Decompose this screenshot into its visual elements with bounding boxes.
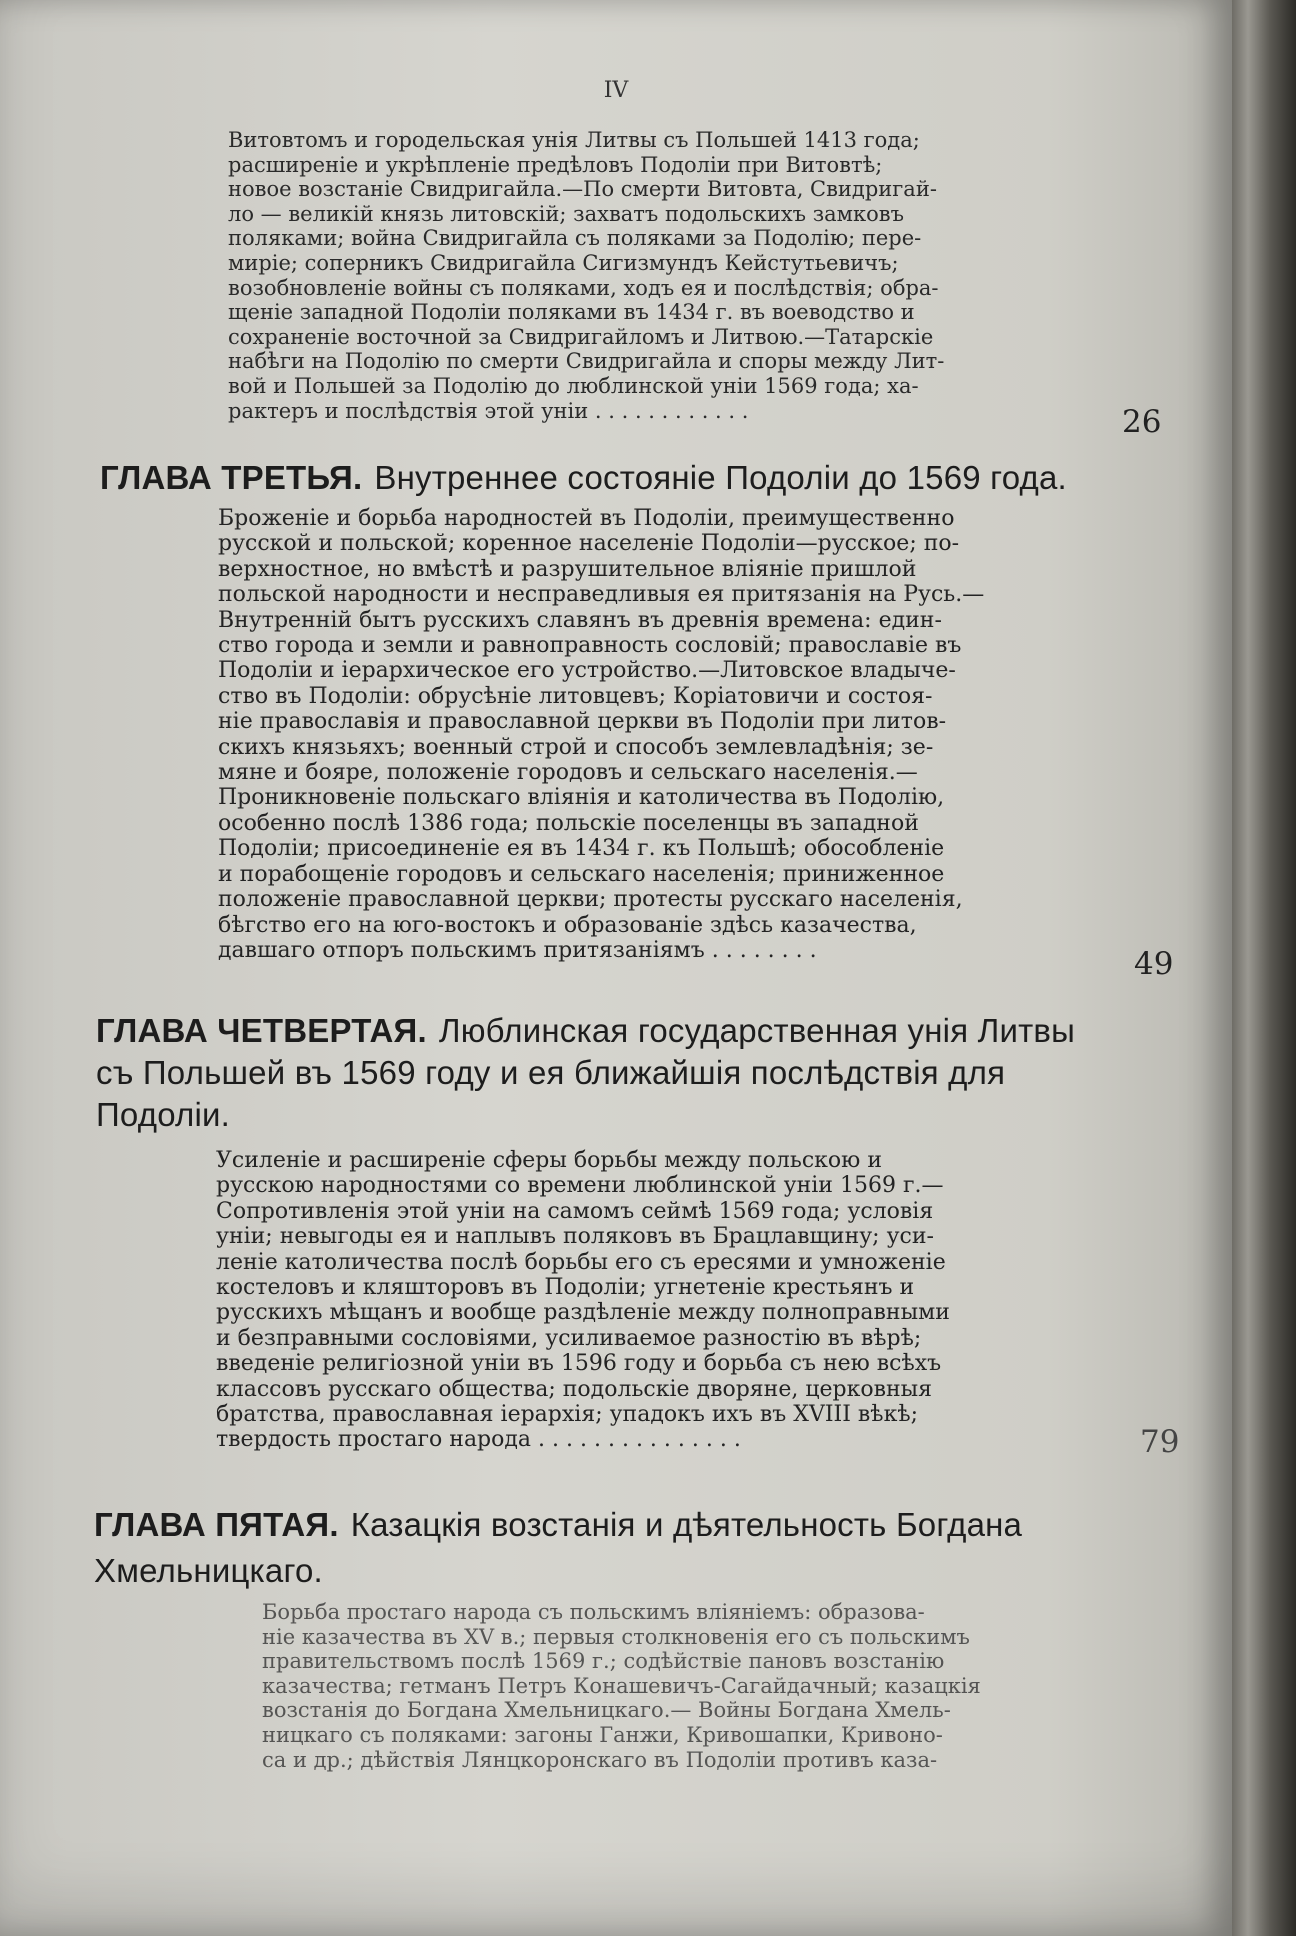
text-line: братства, православная іерархія; упадокъ ихъ въ XVIII вѣкѣ; xyxy=(216,1402,918,1428)
text-line: и порабощеніе городовъ и сельскаго населенія; приниженное xyxy=(218,861,945,887)
text-line: положеніе православной церкви; протесты русскаго населенія, xyxy=(218,887,963,913)
text-line: поляками; война Свидригайла съ поляками за Подолію; пере- xyxy=(228,226,922,251)
chapter-summary xyxy=(216,1148,1102,1453)
text-line: твердость простаго народа . . . . . . . . . . . . . . . xyxy=(216,1427,741,1453)
text-line: ніе казачества въ XV в.; первыя столкновенія его съ польскимъ xyxy=(262,1624,970,1649)
text-line: миріе; соперникъ Свидригайла Сигизмундъ Кейстутьевичъ; xyxy=(228,250,899,275)
text-line: уніи; невыгоды ея и наплывъ поляковъ въ Брацлавщину; уси- xyxy=(216,1224,934,1250)
text-line: Броженіе и борьба народностей въ Подоліи, преимущественно xyxy=(218,506,955,531)
toc-page-ref: 49 xyxy=(1134,946,1174,982)
chapter-heading xyxy=(94,1502,1104,1594)
text-line: вой и Польшей за Подолію до люблинской уніи 1569 года; ха- xyxy=(228,373,919,398)
text-line: щеніе западной Подоліи поляками въ 1434 г. въ воеводство и xyxy=(228,300,915,325)
text-line: Проникновеніе польскаго вліянія и католичества въ Подолію, xyxy=(218,785,945,811)
text-line: расширеніе и укрѣпленіе предѣловъ Подоліи при Витовтѣ; xyxy=(228,152,883,177)
page-edge xyxy=(1232,0,1296,1936)
text-line: казачества; гетманъ Петръ Конашевичъ-Сагайдачный; казацкія xyxy=(262,1673,981,1698)
text-line: костеловъ и кляшторовъ въ Подоліи; угнетеніе крестьянъ и xyxy=(216,1275,915,1301)
text-line: скихъ князьяхъ; военный строй и способъ землевладѣнія; зе- xyxy=(218,734,934,760)
text-line: русскою народностями со времени люблинской уніи 1569 г.— xyxy=(216,1173,944,1199)
text-line: классовъ русскаго общества; подольскіе дворяне, церковныя xyxy=(216,1376,933,1402)
text-line: польской народности и несправедливыя ея притязанія на Русь.— xyxy=(218,582,985,608)
text-line: новое возстаніе Свидригайла.—По смерти Витовта, Свидригай- xyxy=(228,177,937,202)
text-line: ло — великій князь литовскій; захватъ подольскихъ замковъ xyxy=(228,201,904,226)
continuation-text xyxy=(228,128,1084,423)
text-line: особенно послѣ 1386 года; польскіе поселенцы въ западной xyxy=(218,810,919,836)
text-line: ство въ Подоліи: обрусѣніе литовцевъ; Коріатовичи и состоя- xyxy=(218,683,933,709)
text-line: правительствомъ послѣ 1569 г.; содѣйствіе пановъ возстанію xyxy=(262,1649,945,1674)
text-line: рактеръ и послѣдствія этой уніи . . . . . . . . . . . . xyxy=(228,398,749,423)
text-line: Витовтомъ и городельская унія Литвы съ Польшей 1413 года; xyxy=(228,128,920,152)
text-line: Борьба простаго народа съ польскимъ вліяніемъ: образова- xyxy=(262,1600,925,1624)
text-line: сохраненіе восточной за Свидригайломъ и Литвою.—Татарскіе xyxy=(228,324,934,349)
text-line: Усиленіе и расширеніе сферы борьбы между польскою и xyxy=(216,1148,882,1173)
chapter-heading xyxy=(96,1010,1102,1136)
text-line: Сопротивленія этой уніи на самомъ сеймѣ 1569 года; условія xyxy=(216,1198,934,1224)
text-line: ницкаго съ поляками: загоны Ганжи, Кривошапки, Кривоно- xyxy=(262,1722,943,1747)
text-line: бѣгство его на юго-востокъ и образованіе здѣсь казачества, xyxy=(218,912,917,938)
text-line: мяне и бояре, положеніе городовъ и сельскаго населенія.— xyxy=(218,760,918,786)
text-line: введеніе религіозной уніи въ 1596 году и борьба съ нею всѣхъ xyxy=(216,1351,942,1377)
text-line: возобновленіе войны съ поляками, ходъ ея и послѣдствія; обра- xyxy=(228,275,939,300)
chapter-summary xyxy=(218,506,1098,963)
chapter-heading xyxy=(100,456,1100,500)
text-line: Подоліи и іерархическое его устройство.—Литовское владыче- xyxy=(218,658,956,684)
toc-page-ref: 79 xyxy=(1140,1424,1180,1460)
text-line: са и др.; дѣйствія Лянцкоронскаго въ Подоліи противъ каза- xyxy=(262,1747,938,1772)
text-line: ство города и земли и равноправность сословій; православіе въ xyxy=(218,633,962,659)
text-line: Внутренній бытъ русскихъ славянъ въ древнія времена: един- xyxy=(218,607,942,633)
chapter-summary xyxy=(262,1600,1102,1772)
text-line: русской и польской; коренное населеніе Подоліи—русское; по- xyxy=(218,531,960,557)
text-line: ніе православія и православной церкви въ Подоліи при литов- xyxy=(218,709,947,735)
toc-page-ref: 26 xyxy=(1122,404,1162,440)
text-line: и безправными сословіями, усиливаемое разностію въ вѣрѣ; xyxy=(216,1325,922,1351)
text-line: возстанія до Богдана Хмельницкаго.— Войны Богдана Хмель- xyxy=(262,1698,951,1723)
text-line: давшаго отпоръ польскимъ притязаніямъ . . . . . . . . xyxy=(218,937,817,963)
text-line: леніе католичества послѣ борьбы его съ ересями и умноженіе xyxy=(216,1249,946,1275)
text-line: русскихъ мѣщанъ и вообще раздѣленіе между полноправными xyxy=(216,1300,950,1326)
chapter-title: Люблинская государственная унія Литвы съ Польшей въ 1569 году и ея ближайшія послѣдствія для Подоліи. xyxy=(96,1012,1076,1133)
page-number: IV xyxy=(603,78,629,103)
chapter-title: Внутреннее состояніе Подоліи до 1569 года. xyxy=(374,459,1067,496)
chapter-label: ГЛАВА ПЯТАЯ. xyxy=(94,1506,339,1543)
text-line: набѣги на Подолію по смерти Свидригайла и споры между Лит- xyxy=(228,349,945,374)
text-line: Подоліи; присоединеніе ея въ 1434 г. къ Польшѣ; обособленіе xyxy=(218,836,945,862)
text-line: верхностное, но вмѣстѣ и разрушительное вліяніе пришлой xyxy=(218,556,917,582)
chapter-label: ГЛАВА ТРЕТЬЯ. xyxy=(100,459,363,496)
chapter-label: ГЛАВА ЧЕТВЕРТАЯ. xyxy=(96,1012,427,1049)
chapter-title: Казацкія возстанія и дѣятельность Богдана Хмельницкаго. xyxy=(94,1506,1023,1589)
